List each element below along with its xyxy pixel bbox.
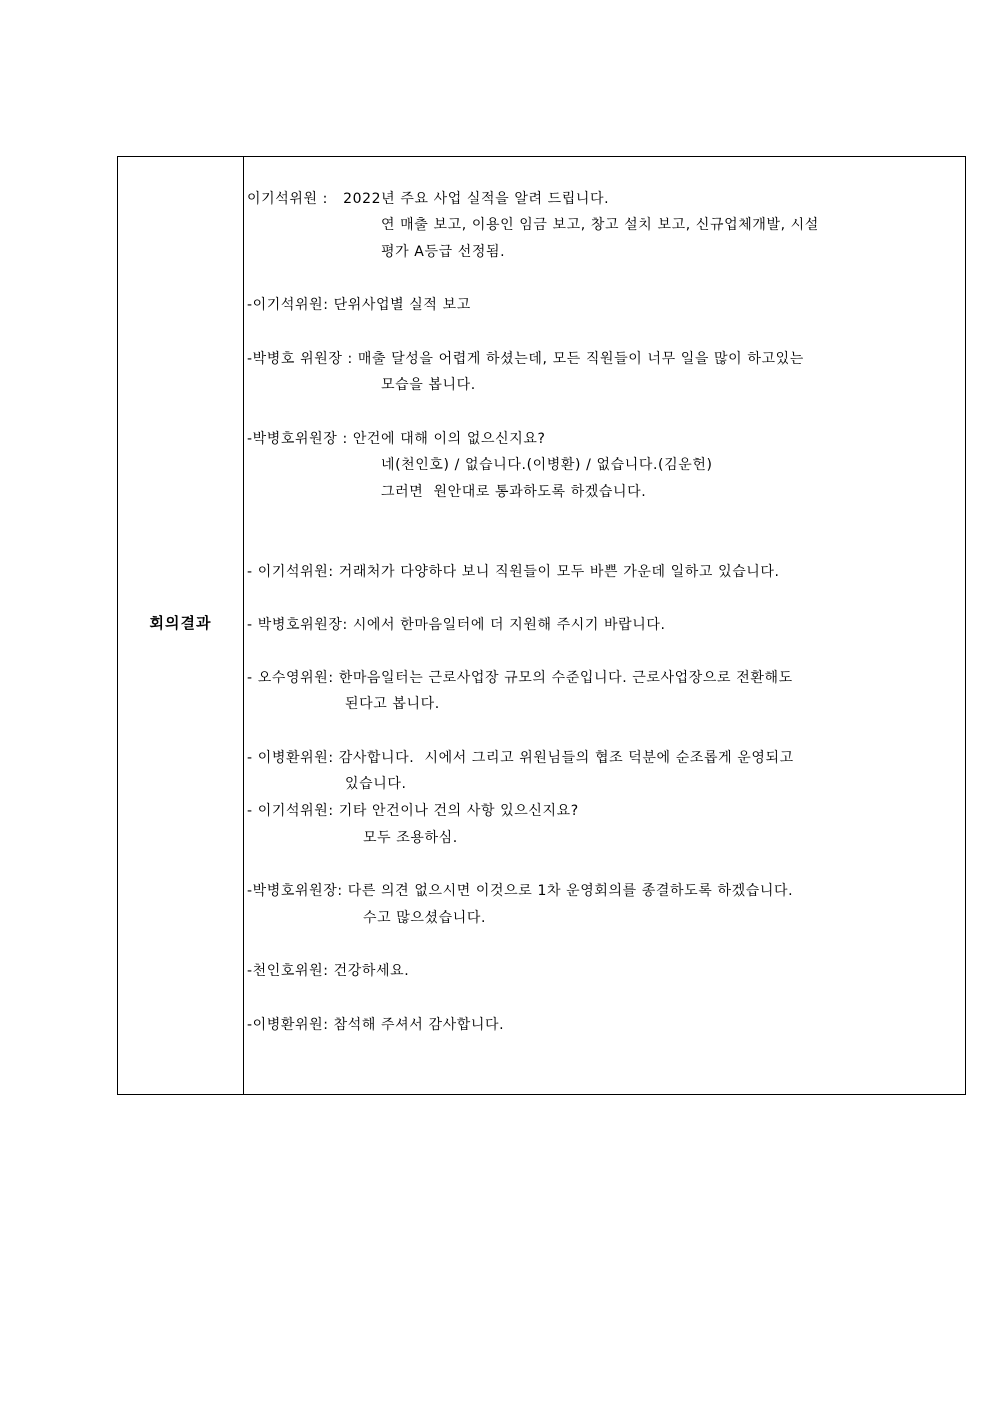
minutes-line: -천인호위원: 건강하세요. <box>247 963 410 979</box>
content-cell <box>244 157 965 1094</box>
minutes-line: 있습니다. <box>345 776 407 792</box>
minutes-line: 평가 A등급 선정됨. <box>381 244 506 260</box>
minutes-line: - 이기석위원: 기타 안건이나 건의 사항 있으신지요? <box>247 803 579 819</box>
minutes-line: -박병호위원장: 다른 의견 없으시면 이것으로 1차 운영회의를 종결하도록 하겠습니다. <box>247 883 794 899</box>
minutes-line: 그러면 원안대로 통과하도록 하겠습니다. <box>381 484 647 500</box>
meeting-result-table <box>117 156 966 1095</box>
minutes-line: - 박병호위원장: 시에서 한마음일터에 더 지원해 주시기 바랍니다. <box>247 617 666 633</box>
minutes-line: 네(천인호) / 없습니다.(이병환) / 없습니다.(김운헌) <box>381 457 713 473</box>
minutes-line: - 이병환위원: 감사합니다. 시에서 그리고 위원님들의 협조 덕분에 순조롭게 운영되고 <box>247 750 794 766</box>
minutes-line: 된다고 봅니다. <box>345 696 440 712</box>
minutes-line: 모두 조용하심. <box>363 830 458 846</box>
minutes-line: 연 매출 보고, 이용인 임금 보고, 창고 설치 보고, 신규업체개발, 시설 <box>381 217 819 233</box>
minutes-line: 수고 많으셨습니다. <box>363 910 487 926</box>
label-cell <box>118 157 244 1094</box>
minutes-line: - 오수영위원: 한마음일터는 근로사업장 규모의 수준입니다. 근로사업장으로 전환해도 <box>247 670 793 686</box>
minutes-line: -이기석위원: 단위사업별 실적 보고 <box>247 297 471 313</box>
minutes-line: -박병호위원장 : 안건에 대해 이의 없으신지요? <box>247 431 546 447</box>
minutes-line: 모습을 봅니다. <box>381 377 476 393</box>
minutes-line: - 이기석위원: 거래처가 다양하다 보니 직원들이 모두 바쁜 가운데 일하고 있습니다. <box>247 564 780 580</box>
minutes-line: -박병호 위원장 : 매출 달성을 어렵게 하셨는데, 모든 직원들이 너무 일을 많이 하고있는 <box>247 351 804 367</box>
section-label: 회의결과 <box>149 614 212 632</box>
minutes-line: -이병환위원: 참석해 주셔서 감사합니다. <box>247 1017 505 1033</box>
minutes-line: 이기석위원 : 2022년 주요 사업 실적을 알려 드립니다. <box>247 191 610 207</box>
